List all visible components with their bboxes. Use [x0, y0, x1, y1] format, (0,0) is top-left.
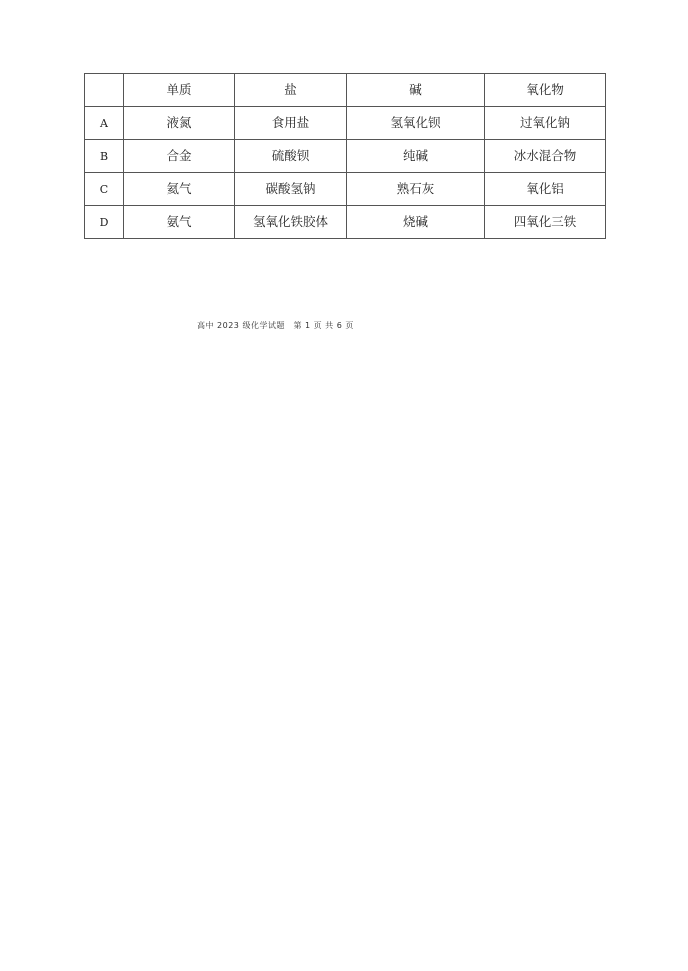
- table-row: [85, 206, 606, 239]
- table-cell: 熟石灰: [347, 173, 485, 206]
- header-cell-blank: [85, 74, 124, 107]
- table-cell: 氨气: [124, 206, 235, 239]
- table-cell: 硫酸钡: [235, 140, 347, 173]
- header-cell-element: 单质: [124, 74, 235, 107]
- header-cell-base: 碱: [347, 74, 485, 107]
- row-label: B: [85, 140, 124, 173]
- row-label: C: [85, 173, 124, 206]
- table-cell: 液氮: [124, 107, 235, 140]
- table-cell: 四氧化三铁: [485, 206, 606, 239]
- table-cell: 氢氧化铁胶体: [235, 206, 347, 239]
- table-cell: 纯碱: [347, 140, 485, 173]
- header-cell-salt: 盐: [235, 74, 347, 107]
- table-cell: 碳酸氢钠: [235, 173, 347, 206]
- table-cell: 烧碱: [347, 206, 485, 239]
- table-cell: 过氧化钠: [485, 107, 606, 140]
- table-row: [85, 140, 606, 173]
- table-cell: 食用盐: [235, 107, 347, 140]
- table-header-row: [85, 74, 606, 107]
- table-cell: 合金: [124, 140, 235, 173]
- row-label: D: [85, 206, 124, 239]
- table-row: [85, 173, 606, 206]
- row-label: A: [85, 107, 124, 140]
- table-cell: 氦气: [124, 173, 235, 206]
- page-footer: 高中 2023 级化学试题 第 1 页 共 6 页: [197, 321, 354, 330]
- table-row: [85, 107, 606, 140]
- table-cell: 氢氧化钡: [347, 107, 485, 140]
- header-cell-oxide: 氧化物: [485, 74, 606, 107]
- classification-table: [84, 73, 606, 239]
- table-cell: 氧化铝: [485, 173, 606, 206]
- table-cell: 冰水混合物: [485, 140, 606, 173]
